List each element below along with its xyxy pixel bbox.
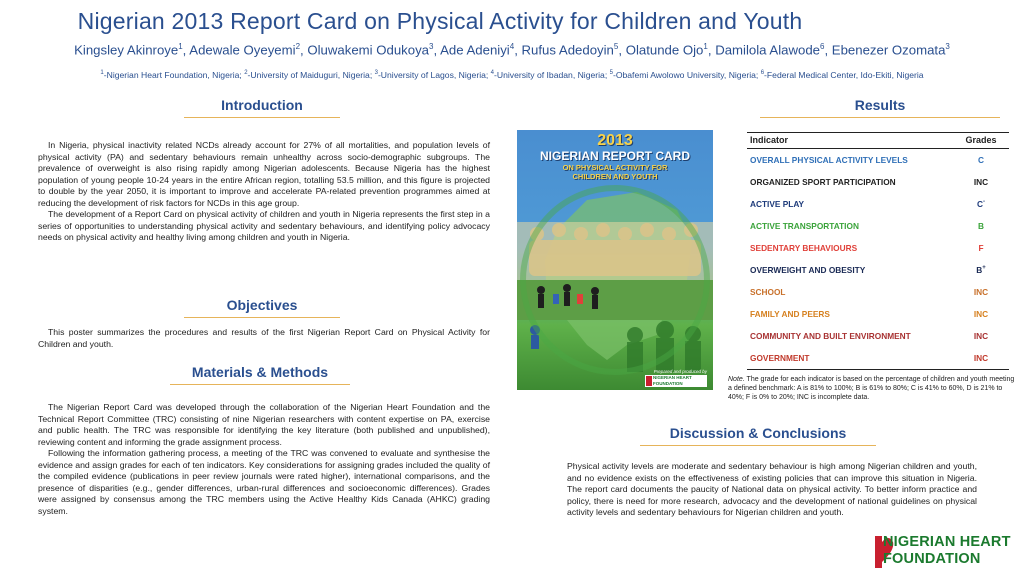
author-affiliation-number: 4 (509, 42, 515, 51)
author-list: Kingsley Akinroye$^1$, Adewale Oyeyemi$^2$, Oluwakemi Odukoya$^3$, Ade Adeniyi$^4$, Rufus Adedoyin$^5$, Olatunde Ojo$^1$, Damilola Alawode$^6$, Ebenezer Ozomata$^3$ (74, 42, 950, 58)
grade-cell (953, 259, 1009, 281)
discussion-heading: Discussion & Conclusions (640, 425, 876, 446)
grade-cell (953, 303, 1009, 325)
nigerian-heart-foundation-logo (873, 532, 1021, 572)
results-note-text: The grade for each indicator is based on the percentage of children and youth meeting a defined benchmark: A is 81% to 100%; B is 61% to 80%; C is 41% to 60%, D is 21% to 40%; F is 0% to 20%; INC is incomplete data. (728, 376, 1015, 402)
indicator-cell: GOVERNMENT (747, 347, 953, 370)
grade-cell (953, 281, 1009, 303)
results-table-body (747, 149, 1009, 370)
results-row (747, 259, 1009, 281)
affiliation-text: -University of Maiduguri, Nigeria (247, 70, 370, 80)
report-card-line2: ON PHYSICAL ACTIVITY FOR (562, 163, 668, 172)
grade-value: INC (973, 287, 989, 297)
indicator-cell: ORGANIZED SPORT PARTICIPATION (750, 177, 896, 187)
grade-value: C (977, 199, 983, 209)
results-note (728, 375, 1018, 403)
results-heading: Results (760, 97, 1000, 118)
author-affiliation-number: 3 (945, 42, 950, 51)
grade-modifier: - (983, 199, 985, 206)
author-name: Ebenezer Ozomata (831, 42, 946, 58)
objectives-body (38, 327, 490, 350)
grade-value: F (978, 243, 984, 253)
grade-cell (953, 237, 1009, 259)
author-name: Rufus Adedoyin (521, 42, 614, 58)
grades-column-header: Grades (953, 133, 1009, 149)
introduction-heading: Introduction (184, 97, 340, 118)
affiliation-list: $^1$-Nigerian Heart Foundation, Nigeria; $^2$-University of Maiduguri, Nigeria; $^3$-University of Lagos, Nigeria; $^4$-University of Ibadan, Nigeria; $^5$-Obafemi Awolowo University, Nigeria; $^6$-Federal Medical Center, Ido-Ekiti, Nigeria (100, 70, 924, 80)
results-row (747, 347, 1009, 370)
author-affiliation-number: 1 (703, 42, 708, 51)
results-header-row (747, 133, 1009, 149)
grade-modifier: + (982, 265, 986, 272)
indicator-cell: ACTIVE TRANSPORTATION (750, 221, 859, 231)
affiliation-text: -Nigerian Heart Foundation, Nigeria (103, 70, 240, 80)
indicator-cell: SEDENTARY BEHAVIOURS (750, 243, 858, 253)
author-name: Oluwakemi Odukoya (307, 42, 430, 58)
affiliation-number: 6 (760, 70, 765, 77)
affiliation-text: -Federal Medical Center, Ido-Ekiti, Nigeria (764, 70, 924, 80)
grade-value: B (978, 221, 984, 231)
author-name: Kingsley Akinroye (74, 42, 179, 58)
methods-paragraph: Following the information gathering process, a meeting of the TRC was convened to evaluate and synthesise the evidence and assign grades for each of ten indicators. Key considerations for assigning grades included the quality of the compiled evidence (publications in peer review journals were rated higher), international comparisons, and the presence of disparities (e.g., gender differences, urban-rural differences and socioeconomic differences). Grades were assigned by consensus among the TRC members using the Active Healthy Kids Canada (AHKC) grading system. (38, 448, 490, 516)
indicator-cell: OVERALL PHYSICAL ACTIVITY LEVELS (750, 155, 908, 165)
affiliation-number: 2 (244, 70, 248, 77)
poster-title: Nigerian 2013 Report Card on Physical Activity for Children and Youth (77, 8, 803, 34)
author-affiliation-number: 1 (178, 42, 183, 51)
report-card-year: 2013 (597, 132, 633, 149)
author-name: Olatunde Ojo (625, 42, 704, 58)
grade-value: INC (973, 353, 989, 363)
affiliation-number: 1 (100, 70, 104, 77)
grade-cell (953, 325, 1009, 347)
indicator-cell: COMMUNITY AND BUILT ENVIRONMENT (750, 331, 911, 341)
introduction-paragraph: The development of a Report Card on physical activity of children and youth in Nigeria represents the first step in a series of opportunities to understanding physical activity and sedentary behaviours, and identifying policy advocacy needs on physical activity and healthy living among children and youth in Nigeria. (38, 209, 490, 242)
logo-text (883, 534, 1011, 568)
introduction-paragraph: In Nigeria, physical inactivity related NCDs already account for 27% of all mortalities, and population levels of physical activity (PA) and sedentary behaviours remain unhealthy across socio-demographic subgroups. The prevalence of overweight is also rising rapidly among Nigerian adolescents. Because Nigeria has the highest population of young people 10-24 years in the entire African region, totalling 53.5 million, and this figure is projected to double by the year 2050, it is important to improve and accelerate PA-related prevention programmes aimed at reducing the development of risk factors for NCDs in this age group. (38, 140, 490, 208)
objectives-heading: Objectives (184, 297, 340, 318)
affiliation-number: 4 (490, 70, 495, 77)
heart-logo-icon (646, 376, 652, 386)
affiliation-text: -Obafemi Awolowo University, Nigeria (612, 70, 756, 80)
report-card-line3: CHILDREN AND YOUTH (572, 172, 658, 181)
author-affiliation-number: 5 (613, 42, 619, 51)
grade-cell (953, 215, 1009, 237)
methods-paragraph: The Nigerian Report Card was developed through the collaboration of the Nigerian Heart Foundation and the Technical Report Committee (TRC) consisting of nine Nigerian researchers with content expertise on PA, exercise and public health. The TRC was responsible for identifying the key literature (both published and unpublished), reviewing content and informing the grade assignment process. (38, 402, 490, 447)
results-table (747, 132, 1009, 370)
results-row (747, 193, 1009, 215)
author-name: Damilola Alawode (715, 42, 821, 58)
grade-value: INC (973, 309, 989, 319)
author-name: Adewale Oyeyemi (189, 42, 296, 58)
affiliation-text: -University of Ibadan, Nigeria (494, 70, 605, 80)
author-affiliation-number: 2 (295, 42, 301, 51)
report-card-cover-title (517, 132, 713, 181)
grade-cell (953, 193, 1009, 215)
results-row (747, 215, 1009, 237)
grade-value: C (978, 155, 984, 165)
methods-body (38, 402, 490, 517)
grade-cell (953, 149, 1009, 172)
indicator-cell: FAMILY AND PEERS (750, 309, 830, 319)
author-affiliation-number: 3 (429, 42, 434, 51)
results-row (747, 303, 1009, 325)
report-card-credit: Prepared and produced by (653, 369, 707, 374)
grade-cell (953, 347, 1009, 370)
logo-line1: NIGERIAN HEART (883, 534, 1011, 550)
report-card-logo-text: NIGERIAN HEART FOUNDATION (653, 375, 692, 386)
report-card-logo (645, 375, 707, 387)
results-row (747, 281, 1009, 303)
methods-heading: Materials & Methods (170, 364, 350, 385)
discussion-body: Physical activity levels are moderate and sedentary behaviour is high among Nigerian children and youth, and no evidence exists on the effectiveness of existing policies that can improve this situation in Nigeria. The report card documents the paucity of National data on physical activity. To better inform practice and policy, there is need for more research, advocacy and the development of national guidelines on physical activity levels and sedentary behaviours for Nigerian children and youth. (567, 461, 977, 518)
author-name: Ade Adeniyi (440, 42, 510, 58)
results-row (747, 171, 1009, 193)
grade-value: INC (973, 331, 989, 341)
results-row (747, 149, 1009, 172)
affiliation-text: -University of Lagos, Nigeria (377, 70, 486, 80)
results-row (747, 325, 1009, 347)
affiliation-number: 5 (609, 70, 613, 77)
author-affiliation-number: 6 (820, 42, 825, 51)
affiliation-number: 3 (374, 70, 378, 77)
indicator-cell: OVERWEIGHT AND OBESITY (750, 265, 866, 275)
introduction-body (38, 140, 490, 244)
report-card-cover-image (517, 130, 713, 390)
indicator-cell: SCHOOL (750, 287, 786, 297)
grade-value: INC (973, 177, 989, 187)
results-note-label: Note. (728, 376, 745, 383)
logo-line2: FOUNDATION (883, 551, 981, 567)
indicator-cell: ACTIVE PLAY (750, 199, 805, 209)
indicator-column-header: Indicator (747, 133, 953, 149)
results-row (747, 237, 1009, 259)
objectives-paragraph: This poster summarizes the procedures and results of the first Nigerian Report Card on Physical Activity for Children and youth. (38, 327, 490, 349)
report-card-line1: NIGERIAN REPORT CARD (539, 149, 690, 163)
grade-cell (953, 171, 1009, 193)
grade-value: B (976, 265, 983, 275)
